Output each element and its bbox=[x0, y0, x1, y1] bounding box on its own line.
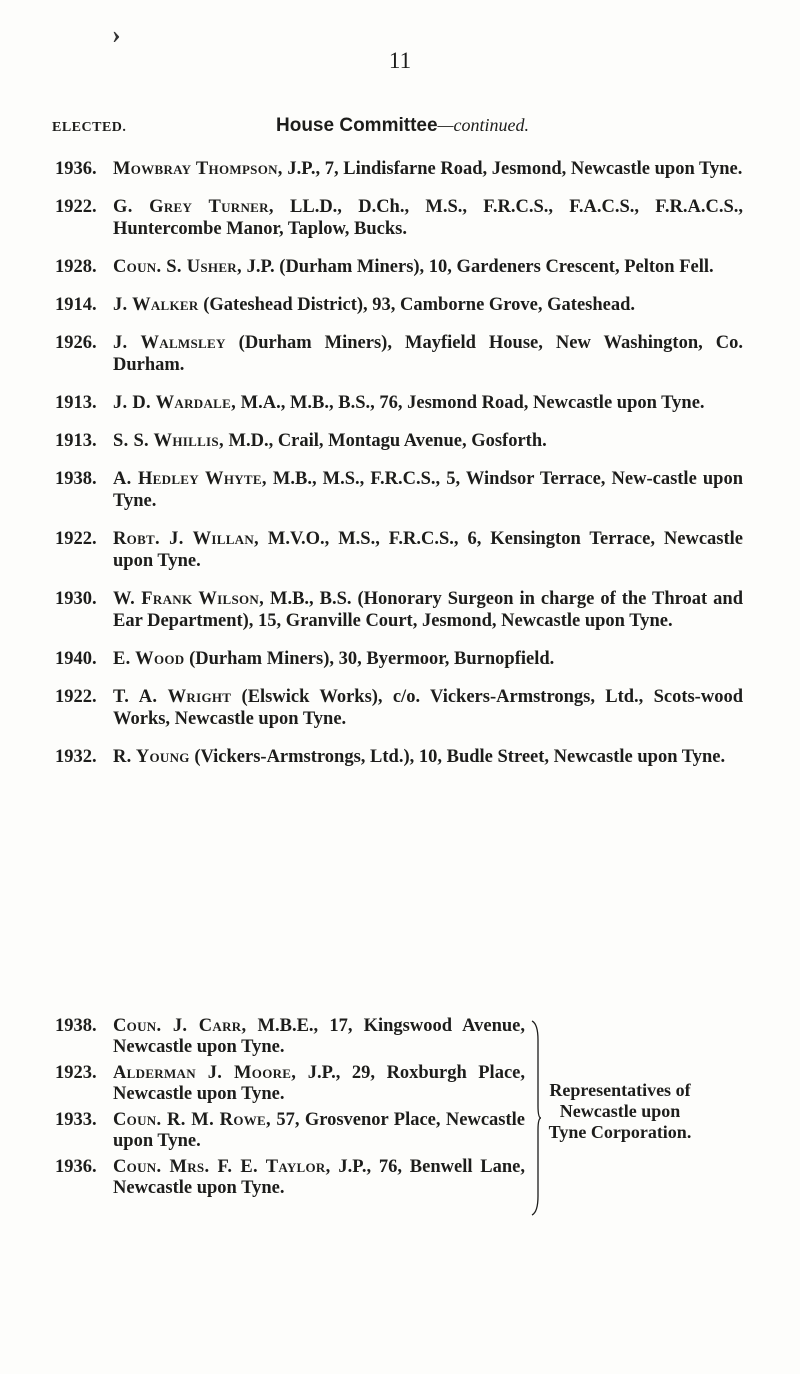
member-entry bbox=[55, 528, 745, 572]
representative-entry bbox=[55, 1016, 775, 1058]
member-details: 57, Grosvenor Place, Newcastle upon Tyne. bbox=[113, 1110, 525, 1151]
entry-text bbox=[113, 158, 745, 180]
entry-year: 1932. bbox=[55, 747, 97, 767]
entry-year: 1936. bbox=[55, 159, 97, 179]
entry-year: 1933. bbox=[55, 1110, 97, 1130]
entry-year: 1930. bbox=[55, 589, 97, 609]
member-list bbox=[55, 158, 745, 784]
member-details: (Gateshead District), 93, Camborne Grove, Gateshead. bbox=[198, 295, 636, 315]
grouping-brace bbox=[531, 1020, 541, 1216]
entry-text bbox=[113, 1157, 525, 1199]
member-details: M.V.O., M.S., F.R.C.S., 6, Kensington Terrace, Newcastle upon Tyne. bbox=[113, 529, 743, 571]
corner-mark: › bbox=[112, 20, 121, 49]
entry-year: 1913. bbox=[55, 431, 97, 451]
group-label: Representatives of Newcastle upon Tyne Corporation. bbox=[548, 1080, 692, 1142]
member-entry bbox=[55, 588, 745, 632]
representative-entry bbox=[55, 1157, 775, 1199]
entry-year: 1936. bbox=[55, 1157, 97, 1177]
entry-text bbox=[113, 332, 745, 376]
entry-year: 1938. bbox=[55, 469, 97, 489]
member-name: T. A. Wright bbox=[113, 687, 232, 707]
member-name: J. D. Wardale, bbox=[113, 393, 236, 413]
member-details: J.P., 76, Benwell Lane, Newcastle upon Tyne. bbox=[113, 1157, 525, 1198]
member-details: J.P. (Durham Miners), 10, Gardeners Crescent, Pelton Fell. bbox=[241, 257, 714, 277]
member-entry bbox=[55, 294, 745, 316]
member-details: (Durham Miners), Mayfield House, New Washington, Co. Durham. bbox=[113, 333, 743, 375]
entry-year: 1922. bbox=[55, 687, 97, 707]
member-entry bbox=[55, 468, 745, 512]
section-title-suffix: —continued. bbox=[437, 115, 530, 135]
member-details: M.B., M.S., F.R.C.S., 5, Windsor Terrace, New-castle upon Tyne. bbox=[113, 469, 743, 511]
member-name: G. Grey Turner, bbox=[113, 197, 274, 217]
entry-text bbox=[113, 196, 745, 240]
member-entry bbox=[55, 332, 745, 376]
entry-text bbox=[113, 1016, 525, 1058]
member-entry bbox=[55, 746, 745, 768]
entry-year: 1928. bbox=[55, 257, 97, 277]
member-details: M.A., M.B., B.S., 76, Jesmond Road, Newcastle upon Tyne. bbox=[236, 393, 705, 413]
entry-text bbox=[113, 528, 745, 572]
member-details: (Elswick Works), c/o. Vickers-Armstrongs, Ltd., Scots-wood Works, Newcastle upon Tyne. bbox=[113, 687, 743, 729]
entry-text bbox=[113, 588, 745, 632]
member-name: W. Frank Wilson, bbox=[113, 589, 265, 609]
member-name: R. Young bbox=[113, 747, 190, 767]
entry-text bbox=[113, 468, 745, 512]
elected-column-heading: ELECTED. bbox=[52, 120, 127, 135]
member-entry bbox=[55, 256, 745, 278]
member-name: Robt. J. Willan, bbox=[113, 529, 259, 549]
corporation-representatives bbox=[55, 1016, 775, 1204]
member-name: A. Hedley Whyte, bbox=[113, 469, 267, 489]
section-title bbox=[276, 115, 529, 136]
member-entry bbox=[55, 158, 745, 180]
entry-text bbox=[113, 746, 745, 768]
entry-year: 1940. bbox=[55, 649, 97, 669]
entry-text bbox=[113, 294, 745, 316]
entry-text bbox=[113, 686, 745, 730]
member-name: Coun. Mrs. F. E. Taylor, bbox=[113, 1157, 331, 1177]
entry-text bbox=[113, 392, 745, 414]
member-name: Coun. R. M. Rowe, bbox=[113, 1110, 271, 1130]
member-name: Coun. S. Usher, bbox=[113, 257, 242, 277]
entry-text bbox=[113, 1110, 525, 1152]
entry-text bbox=[113, 1063, 525, 1105]
member-name: Alderman J. Moore, bbox=[113, 1063, 297, 1083]
member-details: LL.D., D.Ch., M.S., F.R.C.S., F.A.C.S., F.R.A.C.S., Huntercombe Manor, Taplow, Bucks. bbox=[113, 197, 743, 239]
member-details: J.P., 29, Roxburgh Place, Newcastle upon Tyne. bbox=[113, 1063, 525, 1104]
member-entry bbox=[55, 196, 745, 240]
entry-year: 1922. bbox=[55, 529, 97, 549]
member-entry bbox=[55, 392, 745, 414]
entry-text bbox=[113, 648, 745, 670]
entry-year: 1922. bbox=[55, 197, 97, 217]
member-name: J. Walker bbox=[113, 295, 199, 315]
member-details: M.D., Crail, Montagu Avenue, Gosforth. bbox=[223, 431, 547, 451]
entry-year: 1926. bbox=[55, 333, 97, 353]
member-details: M.B., B.S. (Honorary Surgeon in charge of the Throat and Ear Department), 15, Granville Court, Jesmond, Newcastle upon Tyne. bbox=[113, 589, 743, 631]
page-number: 11 bbox=[388, 48, 412, 73]
member-name: Mowbray Thompson, bbox=[113, 159, 283, 179]
entry-year: 1914. bbox=[55, 295, 97, 315]
member-entry bbox=[55, 430, 745, 452]
member-entry bbox=[55, 686, 745, 730]
section-title-text: House Committee bbox=[276, 115, 438, 136]
member-details: (Durham Miners), 30, Byermoor, Burnopfield. bbox=[184, 649, 555, 669]
member-details: (Vickers-Armstrongs, Ltd.), 10, Budle Street, Newcastle upon Tyne. bbox=[189, 747, 726, 767]
entry-text bbox=[113, 430, 745, 452]
member-name: S. S. Whillis, bbox=[113, 431, 224, 451]
member-details: M.B.E., 17, Kingswood Avenue, Newcastle upon Tyne. bbox=[113, 1016, 525, 1057]
member-details: J.P., 7, Lindisfarne Road, Jesmond, Newcastle upon Tyne. bbox=[282, 159, 743, 179]
entry-text bbox=[113, 256, 745, 278]
member-name: Coun. J. Carr, bbox=[113, 1016, 247, 1036]
entry-year: 1923. bbox=[55, 1063, 97, 1083]
member-entry bbox=[55, 648, 745, 670]
page-header bbox=[52, 115, 772, 137]
member-name: J. Walmsley bbox=[113, 333, 226, 353]
entry-year: 1913. bbox=[55, 393, 97, 413]
member-name: E. Wood bbox=[113, 649, 185, 669]
entry-year: 1938. bbox=[55, 1016, 97, 1036]
